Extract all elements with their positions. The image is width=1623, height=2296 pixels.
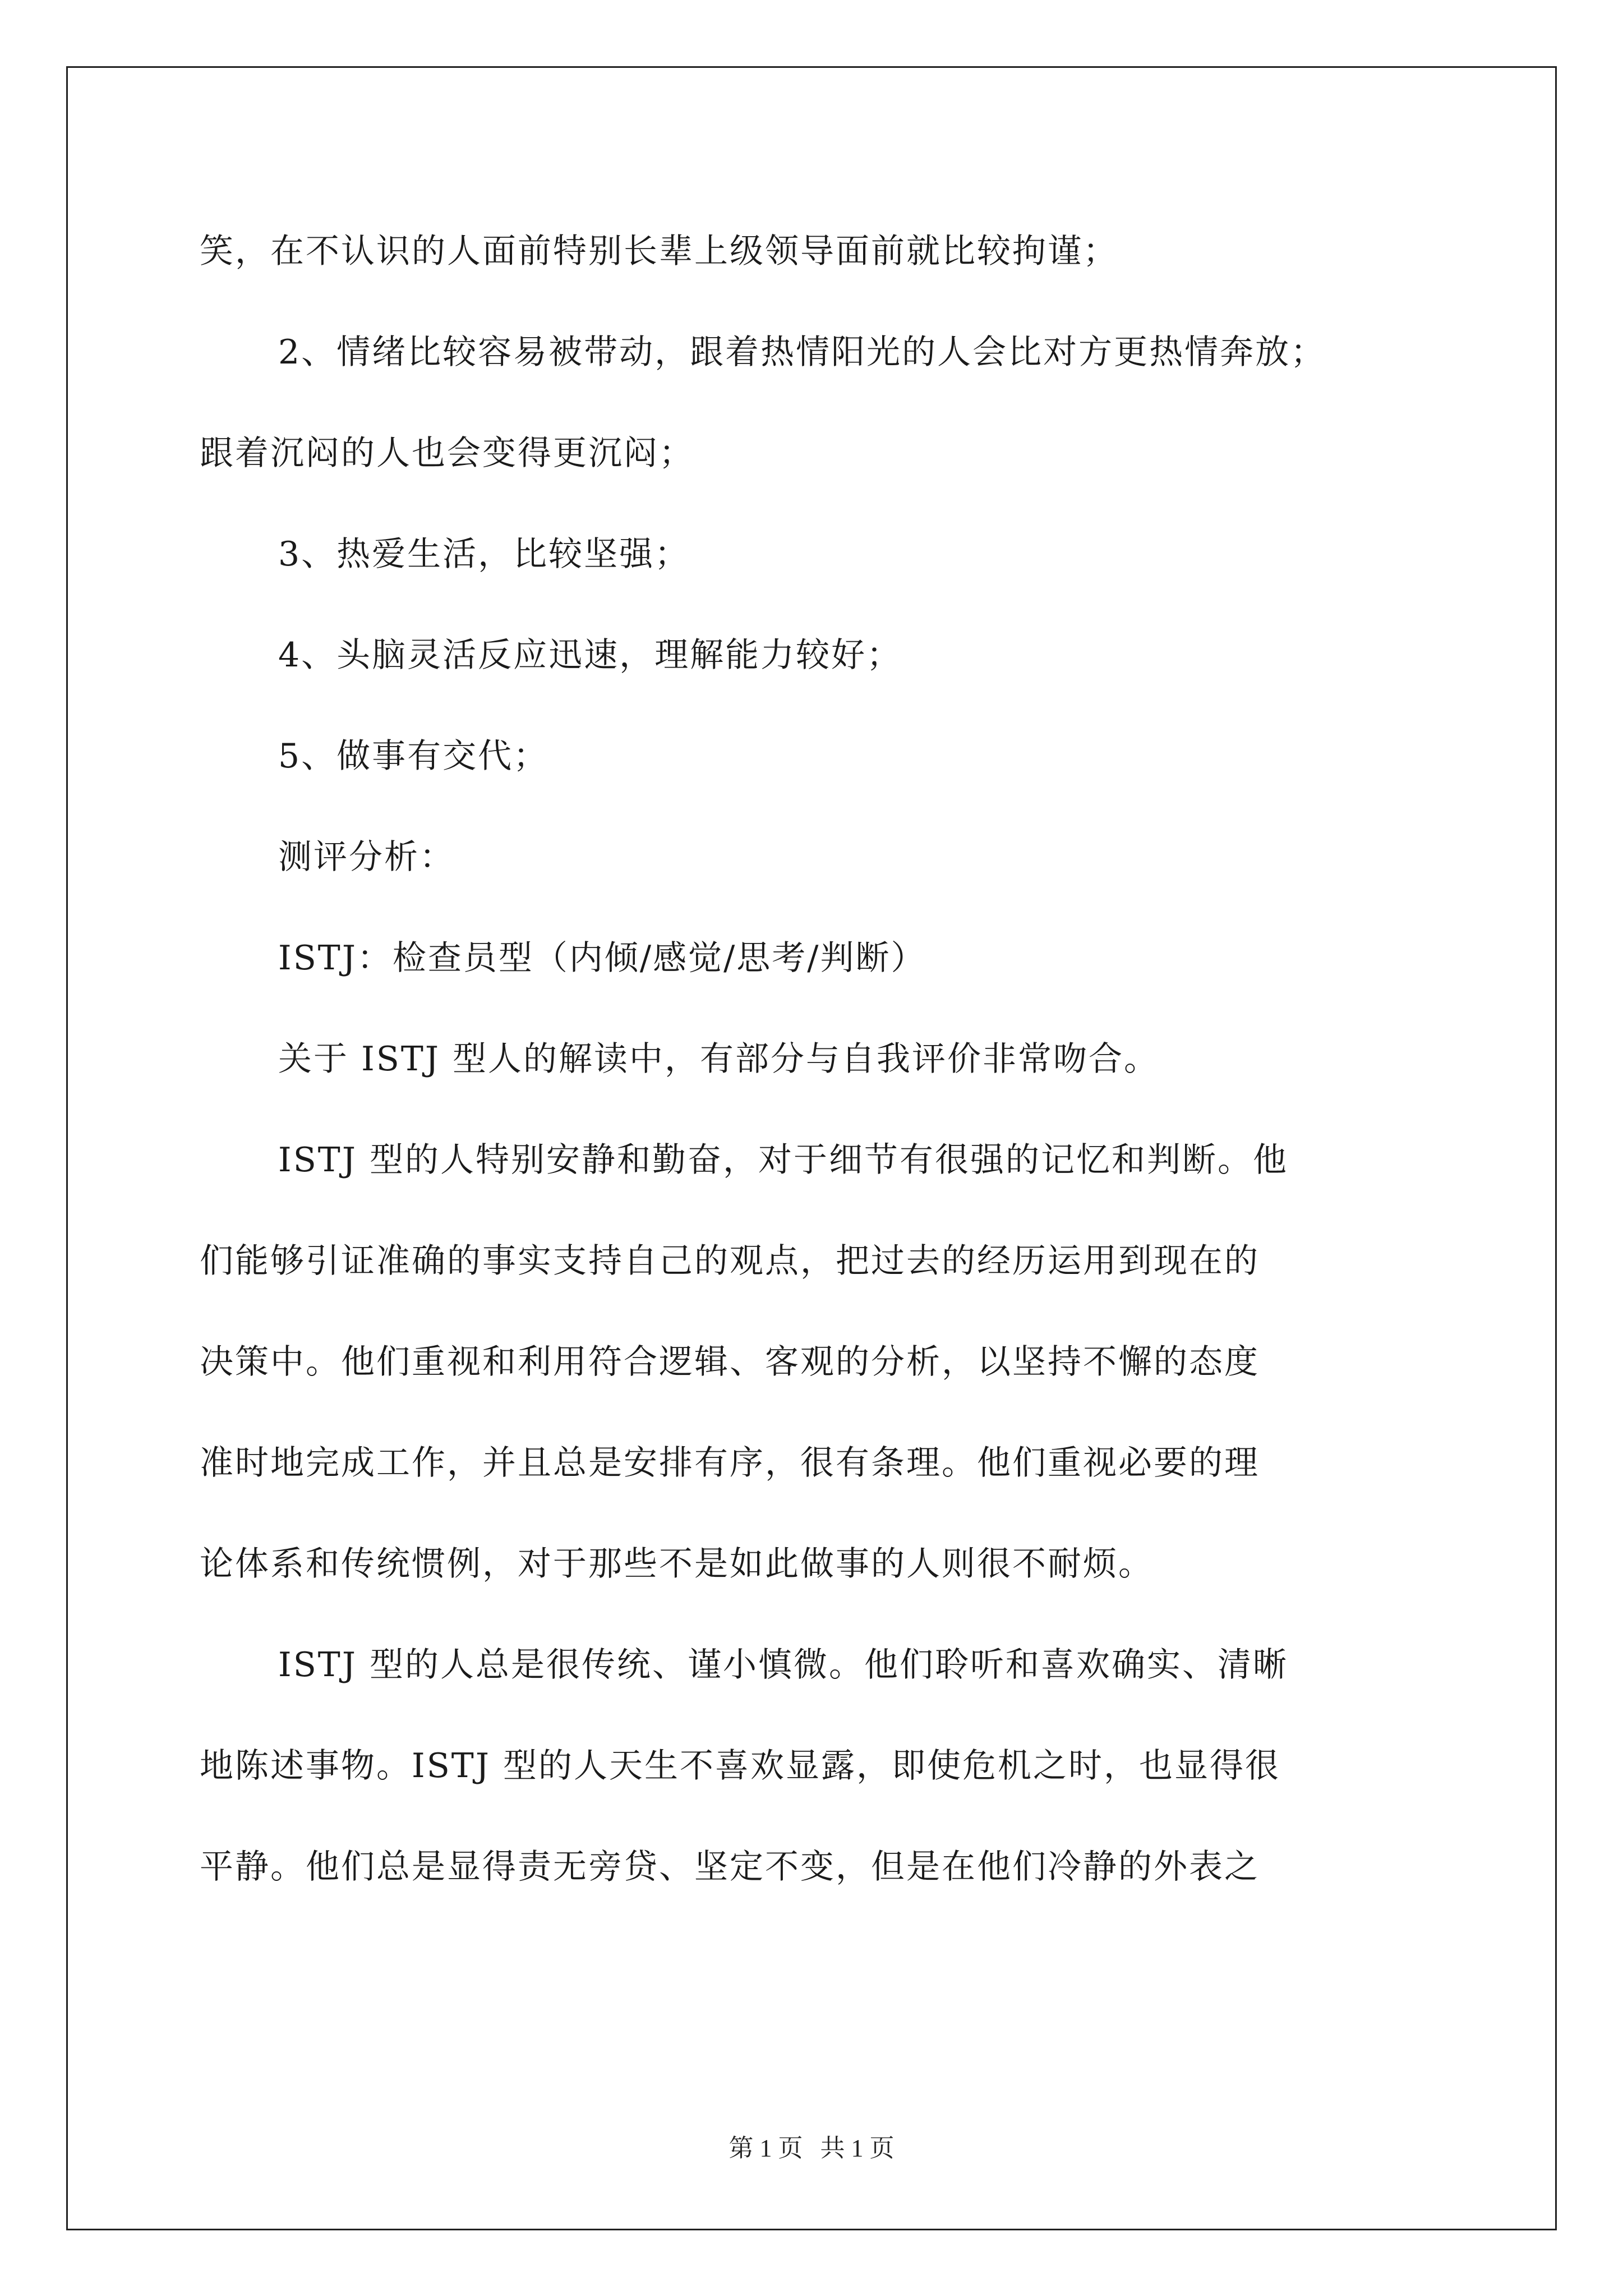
text-line: 们能够引证准确的事实支持自己的观点，把过去的经历运用到现在的 <box>200 1241 1260 1281</box>
text-line: 5、做事有交代； <box>278 737 549 776</box>
text-line: 跟着沉闷的人也会变得更沉闷； <box>200 434 694 473</box>
text-line: 论体系和传统惯例，对于那些不是如此做事的人则很不耐烦。 <box>200 1544 1154 1584</box>
page-footer <box>0 2132 1623 2165</box>
page-total: 共 1 页 <box>820 2134 895 2162</box>
text-line: 关于 ISTJ 型人的解读中，有部分与自我评价非常吻合。 <box>278 1039 1160 1079</box>
text-line: ISTJ：检查员型（内倾/感觉/思考/判断） <box>278 938 926 978</box>
text-line: 笑，在不认识的人面前特别长辈上级领导面前就比较拘谨； <box>200 232 1118 271</box>
text-line: 2、情绪比较容易被带动，跟着热情阳光的人会比对方更热情奔放； <box>278 333 1326 372</box>
text-line: 决策中。他们重视和利用符合逻辑、客观的分析，以坚持不懈的态度 <box>200 1342 1260 1382</box>
text-line: 地陈述事物。ISTJ 型的人天生不喜欢显露，即使危机之时，也显得很 <box>200 1746 1280 1786</box>
text-line: ISTJ 型的人特别安静和勤奋，对于细节有很强的记忆和判断。他 <box>278 1140 1288 1180</box>
text-line: ISTJ 型的人总是很传统、谨小慎微。他们聆听和喜欢确实、清晰 <box>278 1645 1288 1685</box>
text-line: 3、热爱生活，比较坚强； <box>278 535 690 574</box>
text-line: 准时地完成工作，并且总是安排有序，很有条理。他们重视必要的理 <box>200 1443 1260 1483</box>
text-line: 平静。他们总是显得责无旁贷、坚定不变，但是在他们冷静的外表之 <box>200 1847 1260 1887</box>
section-heading: 测评分析： <box>278 838 455 877</box>
text-line: 4、头脑灵活反应迅速，理解能力较好； <box>278 636 902 675</box>
page-number: 第 1 页 <box>728 2134 803 2162</box>
